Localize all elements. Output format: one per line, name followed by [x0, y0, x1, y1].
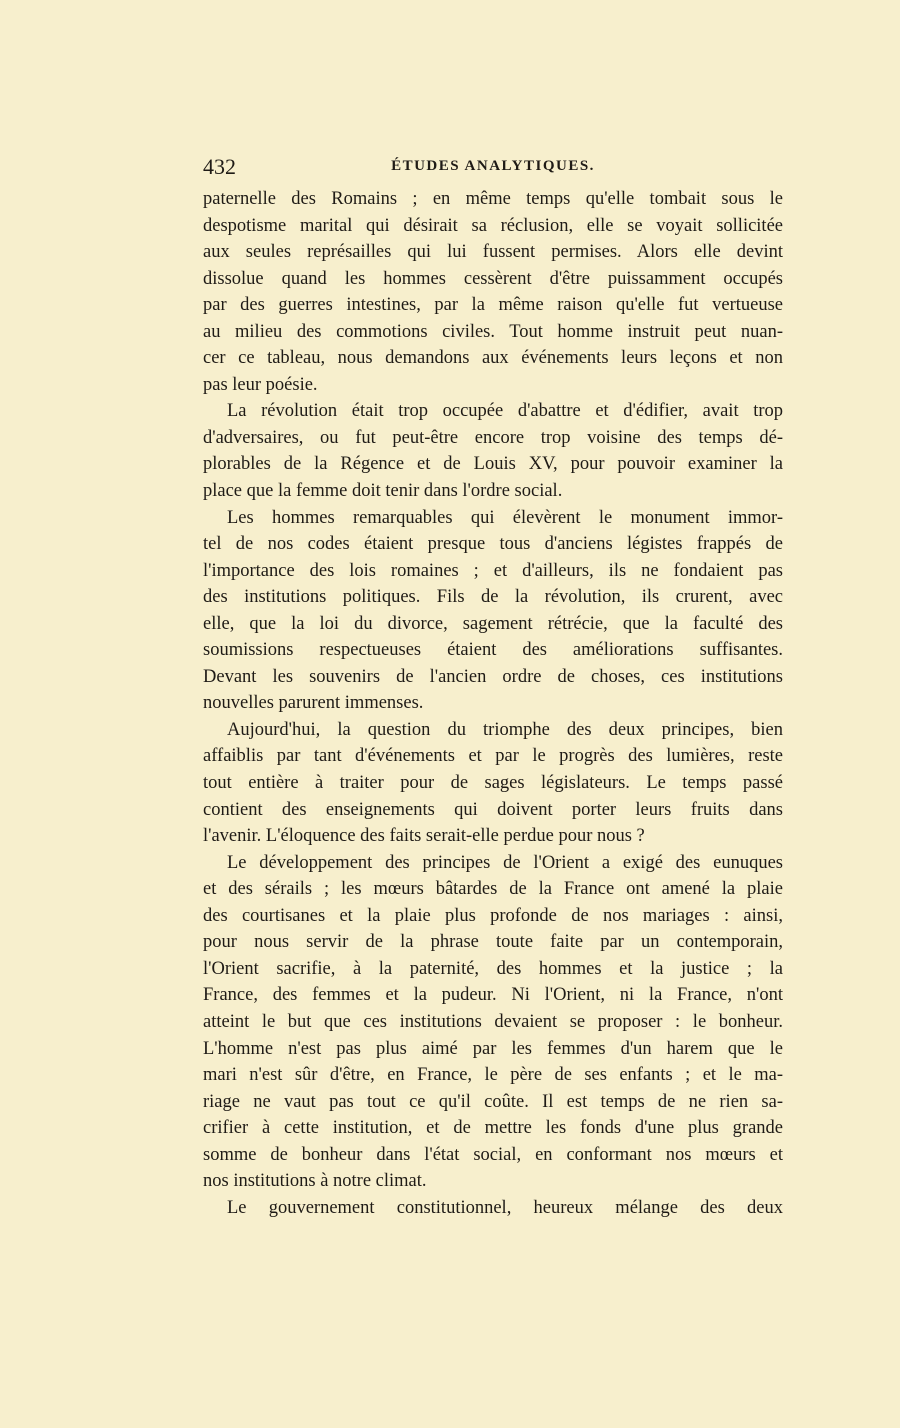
text-line: des courtisanes et la plaie plus profonde de nos mariages : ainsi,	[203, 905, 783, 926]
text-line: l'Orient sacrifie, à la paternité, des hommes et la justice ; la	[203, 958, 783, 979]
text-line: d'adversaires, ou fut peut-être encore trop voisine des temps dé-	[203, 427, 783, 448]
text-line: au milieu des commotions civiles. Tout homme instruit peut nuan-	[203, 321, 783, 342]
body-text	[203, 186, 783, 1221]
text-line: France, des femmes et la pudeur. Ni l'Orient, ni la France, n'ont	[203, 985, 783, 1006]
text-line: place que la femme doit tenir dans l'ordre social.	[203, 481, 563, 502]
text-line: pas leur poésie.	[203, 374, 318, 395]
text-line: aux seules représailles qui lui fussent permises. Alors elle devint	[203, 242, 783, 263]
page-number: 432	[203, 154, 236, 179]
text-line: et des sérails ; les mœurs bâtardes de la France ont amené la plaie	[203, 879, 783, 900]
text-line: Le développement des principes de l'Orient a exigé des eunuques	[227, 852, 783, 873]
text-line: despotisme marital qui désirait sa réclusion, elle se voyait sollicitée	[203, 215, 783, 236]
text-line: Les hommes remarquables qui élevèrent le monument immor-	[227, 507, 783, 528]
text-line: soumissions respectueuses étaient des améliorations suffisantes.	[203, 640, 783, 661]
text-line: des institutions politiques. Fils de la révolution, ils crurent, avec	[203, 587, 783, 608]
text-line: La révolution était trop occupée d'abattre et d'édifier, avait trop	[227, 401, 783, 422]
text-line: elle, que la loi du divorce, sagement rétrécie, que la faculté des	[203, 613, 783, 634]
text-line: somme de bonheur dans l'état social, en conformant nos mœurs et	[203, 1144, 783, 1165]
text-line: plorables de la Régence et de Louis XV, pour pouvoir examiner la	[203, 454, 783, 475]
text-line: l'avenir. L'éloquence des faits serait-elle perdue pour nous ?	[203, 826, 645, 847]
text-line: Devant les souvenirs de l'ancien ordre de choses, ces institutions	[203, 666, 783, 687]
text-line: l'importance des lois romaines ; et d'ailleurs, ils ne fondaient pas	[203, 560, 783, 581]
text-line: tel de nos codes étaient presque tous d'anciens légistes frappés de	[203, 534, 783, 555]
running-title: ÉTUDES ANALYTIQUES.	[391, 158, 595, 174]
text-line: tout entière à traiter pour de sages législateurs. Le temps passé	[203, 773, 783, 794]
text-line: contient des enseignements qui doivent porter leurs fruits dans	[203, 799, 783, 820]
text-line: L'homme n'est pas plus aimé par les femmes d'un harem que le	[203, 1038, 783, 1059]
text-line: dissolue quand les hommes cessèrent d'être puissamment occupés	[203, 268, 783, 289]
text-line: atteint le but que ces institutions devaient se proposer : le bonheur.	[203, 1011, 783, 1032]
text-line: affaiblis par tant d'événements et par le progrès des lumières, reste	[203, 746, 783, 767]
text-line: mari n'est sûr d'être, en France, le père de ses enfants ; et le ma-	[203, 1065, 783, 1086]
text-line: crifier à cette institution, et de mettre les fonds d'une plus grande	[203, 1118, 783, 1139]
text-line: Le gouvernement constitutionnel, heureux mélange des deux	[227, 1197, 783, 1218]
text-line: paternelle des Romains ; en même temps qu'elle tombait sous le	[203, 189, 783, 209]
text-line: nouvelles parurent immenses.	[203, 693, 424, 714]
text-line: riage ne vaut pas tout ce qu'il coûte. Il est temps de ne rien sa-	[203, 1091, 783, 1112]
text-line: pour nous servir de la phrase toute faite par un contemporain,	[203, 932, 783, 953]
text-line: Aujourd'hui, la question du triomphe des deux principes, bien	[227, 719, 783, 740]
running-header	[203, 154, 783, 182]
text-line: par des guerres intestines, par la même raison qu'elle fut vertueuse	[203, 295, 783, 316]
text-line: nos institutions à notre climat.	[203, 1171, 427, 1192]
text-line: cer ce tableau, nous demandons aux événements leurs leçons et non	[203, 348, 783, 369]
